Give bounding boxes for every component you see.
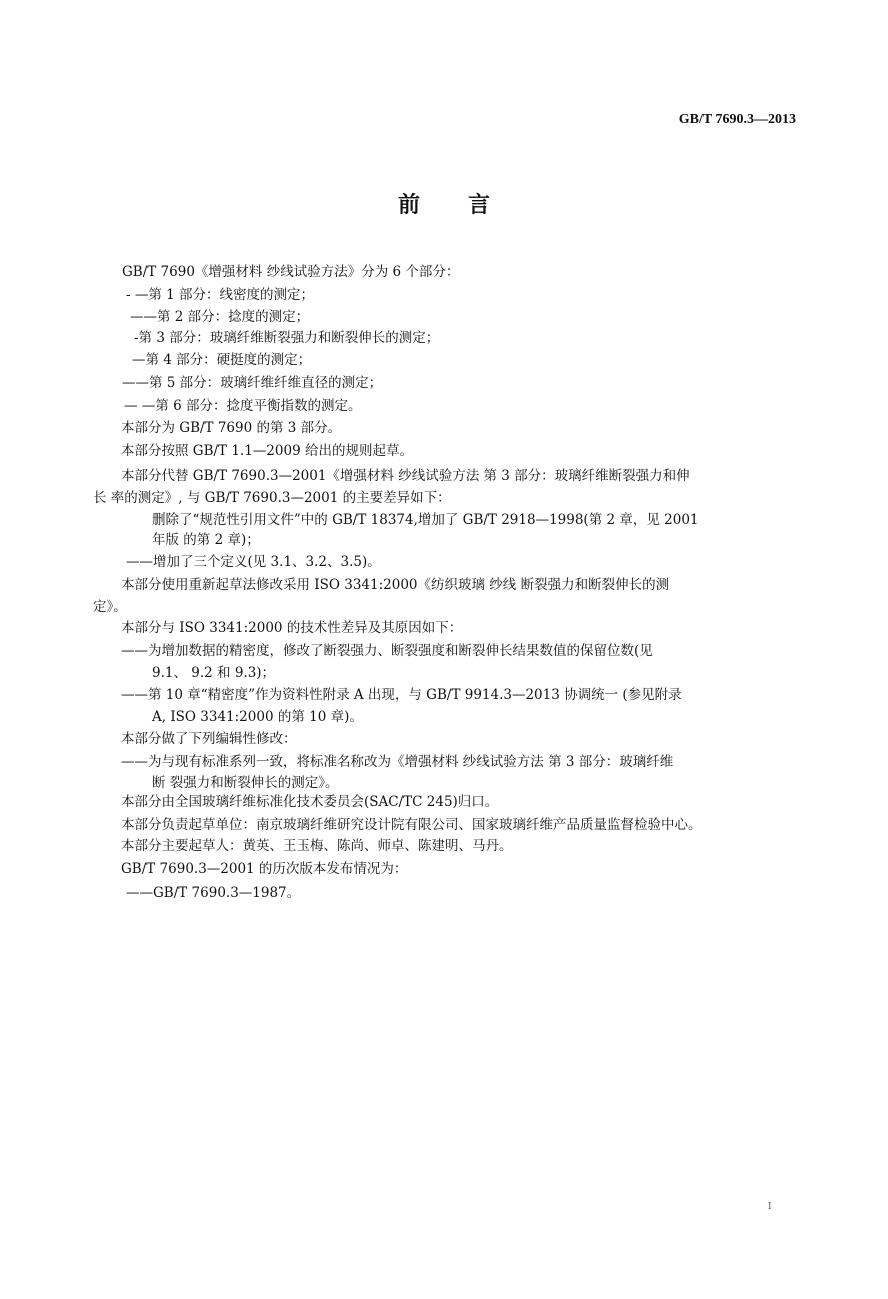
text-line: ——第 10 章“精密度”作为资料性附录 A 出现，与 GB/T 9914.3—2013 协调统一 (参见附录 xyxy=(121,687,682,703)
text-line: 定》。 xyxy=(93,599,127,615)
text-line: 年版 的第 2 章)； xyxy=(152,532,260,548)
page-number: I xyxy=(768,1202,772,1212)
text-line: 长 率的测定》, 与 GB/T 7690.3—2001 的主要差异如下： xyxy=(93,490,451,506)
text-line: 本部分主要起草人：黄英、王玉梅、陈尚、师卓、陈建明、马丹。 xyxy=(121,838,513,854)
text-line: ——为与现有标准系列一致，将标准名称改为《增强材料 纱线试验方法 第 3 部分：玻璃纤维 xyxy=(121,754,674,770)
text-line: 本部分与 ISO 3341:2000 的技术性差异及其原因如下： xyxy=(121,620,463,636)
text-line: ——为增加数据的精密度，修改了断裂强力、断裂强度和断裂伸长结果数值的保留位数(见 xyxy=(121,643,653,659)
text-line: ——第 5 部分：玻璃纤维纤维直径的测定； xyxy=(122,375,383,391)
text-line: 本部分代替 GB/T 7690.3—2001《增强材料 纱线试验方法 第 3 部分：玻璃纤维断裂强力和伸 xyxy=(121,468,690,484)
text-line: 本部分为 GB/T 7690 的第 3 部分。 xyxy=(121,420,342,436)
page-title: 前言 xyxy=(397,193,538,218)
text-line: GB/T 7690《增强材料 纱线试验方法》分为 6 个部分： xyxy=(122,264,460,280)
standard-number: GB/T 7690.3—2013 xyxy=(678,112,796,127)
text-line: 本部分按照 GB/T 1.1—2009 给出的规则起草。 xyxy=(121,443,413,459)
text-line: — —第 6 部分：捻度平衡指数的测定。 xyxy=(124,398,362,414)
text-line: GB/T 7690.3—2001 的历次版本发布情况为： xyxy=(121,861,408,877)
text-line: 9.1、 9.2 和 9.3)； xyxy=(152,665,276,681)
text-line: 本部分负责起草单位：南京玻璃纤维研究设计院有限公司、国家玻璃纤维产品质量监督检验中心。 xyxy=(121,817,702,833)
text-line: 本部分做了下列编辑性修改： xyxy=(121,731,297,747)
text-line: 本部分使用重新起草法修改采用 ISO 3341:2000《纺织玻璃 纱线 断裂强力和断裂伸长的测 xyxy=(121,577,670,593)
text-line: —第 4 部分：硬挺度的测定； xyxy=(132,352,312,368)
text-line: -第 3 部分：玻璃纤维断裂强力和断裂伸长的测定； xyxy=(134,330,440,346)
text-line: A, ISO 3341:2000 的第 10 章)。 xyxy=(152,709,363,725)
text-line: - —第 1 部分：线密度的测定； xyxy=(126,287,315,303)
text-line: ——GB/T 7690.3—1987。 xyxy=(126,885,301,901)
text-line: ——第 2 部分：捻度的测定； xyxy=(130,309,310,325)
text-line: 本部分由全国玻璃纤维标准化技术委员会(SAC/TC 245)归口。 xyxy=(121,794,499,810)
text-line: ——增加了三个定义(见 3.1、3.2、3.5)。 xyxy=(126,554,381,570)
text-line: 断 裂强力和断裂伸长的测定》。 xyxy=(152,775,339,791)
text-line: 删除了“规范性引用文件”中的 GB/T 18374,增加了 GB/T 2918—1998(第 2 章，见 2001 xyxy=(152,512,699,528)
